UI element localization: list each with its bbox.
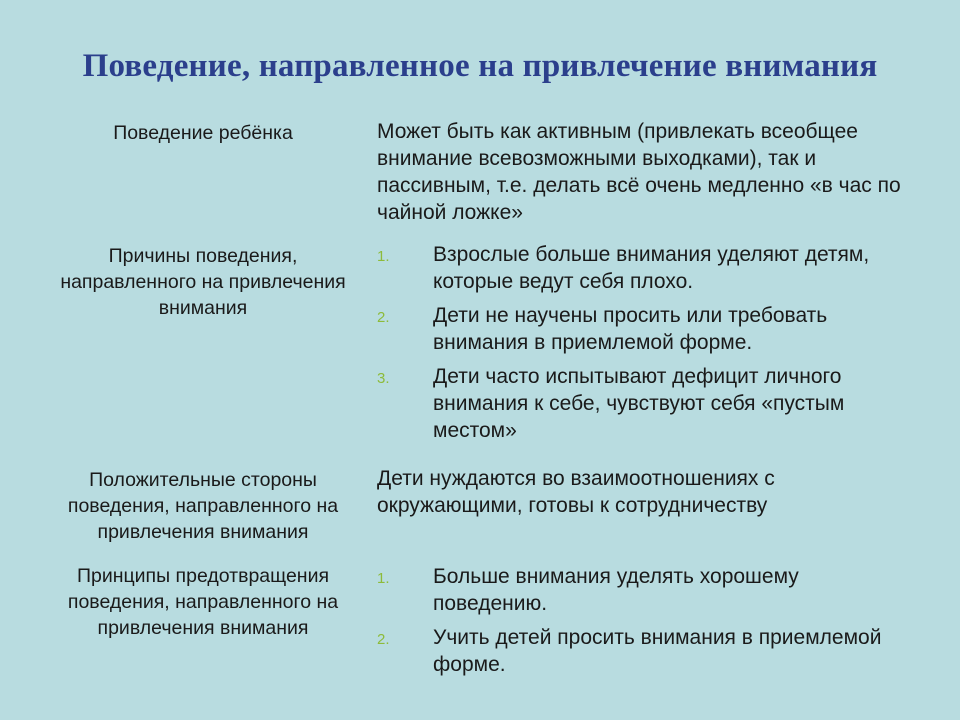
list-number: 2. [377, 631, 390, 648]
row-description [377, 465, 917, 519]
row-description [377, 118, 917, 226]
list-number: 3. [377, 370, 390, 387]
numbered-list [377, 563, 917, 678]
description-text: Дети нуждаются во взаимоотношениях с окружающими, готовы к сотрудничеству [377, 467, 775, 517]
list-item-text: Дети часто испытывают дефицит личного внимания к себе, чувствуют себя «пустым местом» [433, 365, 845, 442]
row-description [377, 563, 917, 685]
list-number: 1. [377, 570, 390, 587]
list-item-text: Больше внимания уделять хорошему поведению. [433, 565, 799, 615]
row-label: Поведение ребёнка [113, 122, 293, 144]
list-number: 1. [377, 248, 390, 265]
list-item [377, 624, 917, 678]
numbered-list [377, 241, 917, 444]
row-description [377, 241, 917, 451]
row-label: Причины поведения, направленного на привлечения внимания [60, 245, 346, 319]
list-item [377, 563, 917, 617]
row-label: Положительные стороны поведения, направленного на привлечения внимания [67, 469, 339, 543]
list-number: 2. [377, 309, 390, 326]
list-item [377, 363, 917, 444]
list-item-text: Взрослые больше внимания уделяют детям, которые ведут себя плохо. [433, 243, 870, 293]
list-item [377, 302, 917, 356]
slide-title: Поведение, направленное на привлечение внимания [82, 48, 878, 84]
list-item-text: Дети не научены просить или требовать внимания в приемлемой форме. [433, 304, 828, 354]
list-item [377, 241, 917, 295]
row-label: Принципы предотвращения поведения, направленного на привлечения внимания [67, 565, 339, 639]
description-text: Может быть как активным (привлекать всеобщее внимание всевозможными выходками), так и пассивным, т.е. делать всё очень медленно «в час по чайной ложке» [377, 120, 901, 224]
list-item-text: Учить детей просить внимания в приемлемой форме. [433, 626, 882, 676]
